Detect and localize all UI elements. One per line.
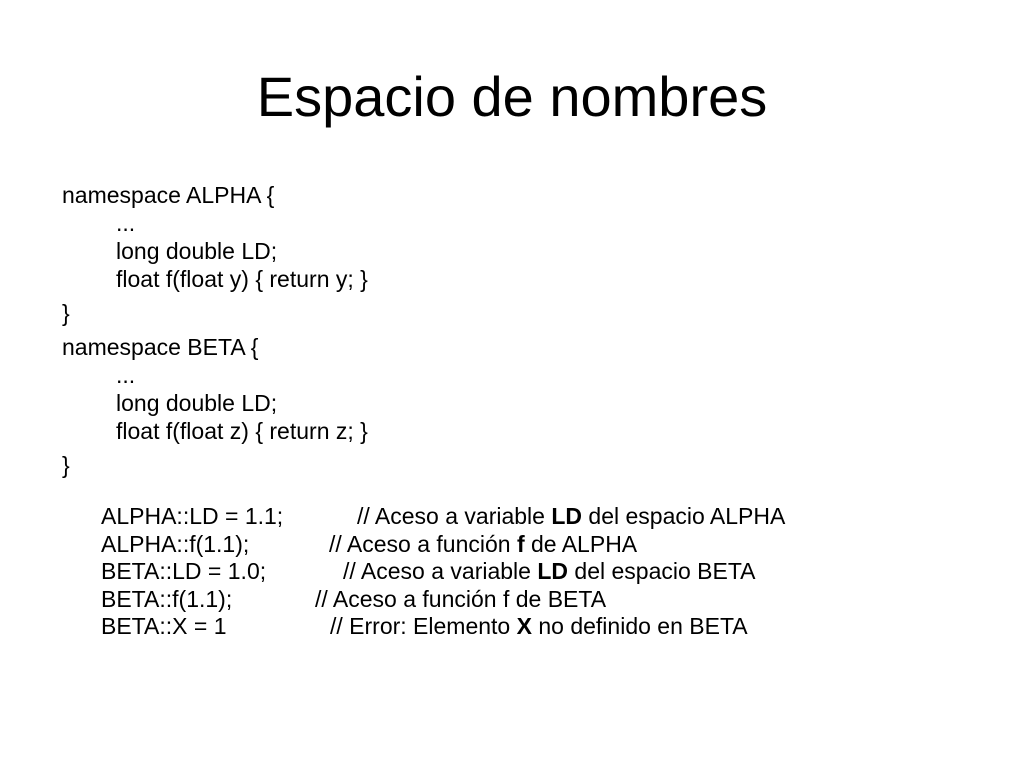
namespace-code-block <box>62 181 368 479</box>
example-comment: // Aceso a variable LD del espacio ALPHA <box>357 503 786 529</box>
example-line <box>101 558 756 586</box>
example-line <box>101 613 748 641</box>
namespace-beta-ld-declaration: long double LD; <box>116 390 278 416</box>
example-comment: // Aceso a función f de BETA <box>315 585 607 612</box>
example-statement: BETA::LD = 1.0; <box>101 558 267 584</box>
namespace-alpha-ellipsis: ... <box>116 210 136 236</box>
namespace-beta-open: namespace BETA { <box>62 334 259 360</box>
example-statement: ALPHA::f(1.1); <box>101 530 250 557</box>
example-statement: ALPHA::LD = 1.1; <box>101 503 284 529</box>
example-comment: // Aceso a función f de ALPHA <box>329 530 638 557</box>
example-line <box>101 503 786 531</box>
namespace-beta-ellipsis: ... <box>116 362 136 388</box>
example-comment: // Aceso a variable LD del espacio BETA <box>343 558 756 584</box>
slide-title: Espacio de nombres <box>256 65 768 128</box>
usage-examples <box>101 503 786 641</box>
namespace-alpha-open: namespace ALPHA { <box>62 182 275 208</box>
example-statement: BETA::X = 1 <box>101 613 227 639</box>
namespace-alpha-ld-declaration: long double LD; <box>116 238 278 264</box>
example-comment: // Error: Elemento X no definido en BETA <box>330 613 748 639</box>
namespace-alpha-close: } <box>62 300 70 326</box>
example-statement: BETA::f(1.1); <box>101 585 233 612</box>
namespace-beta-f-declaration: float f(float z) { return z; } <box>116 418 368 444</box>
example-line <box>101 585 607 614</box>
namespace-alpha-f-declaration: float f(float y) { return y; } <box>116 266 368 292</box>
example-line <box>101 530 638 559</box>
namespace-beta-close: } <box>62 452 70 478</box>
